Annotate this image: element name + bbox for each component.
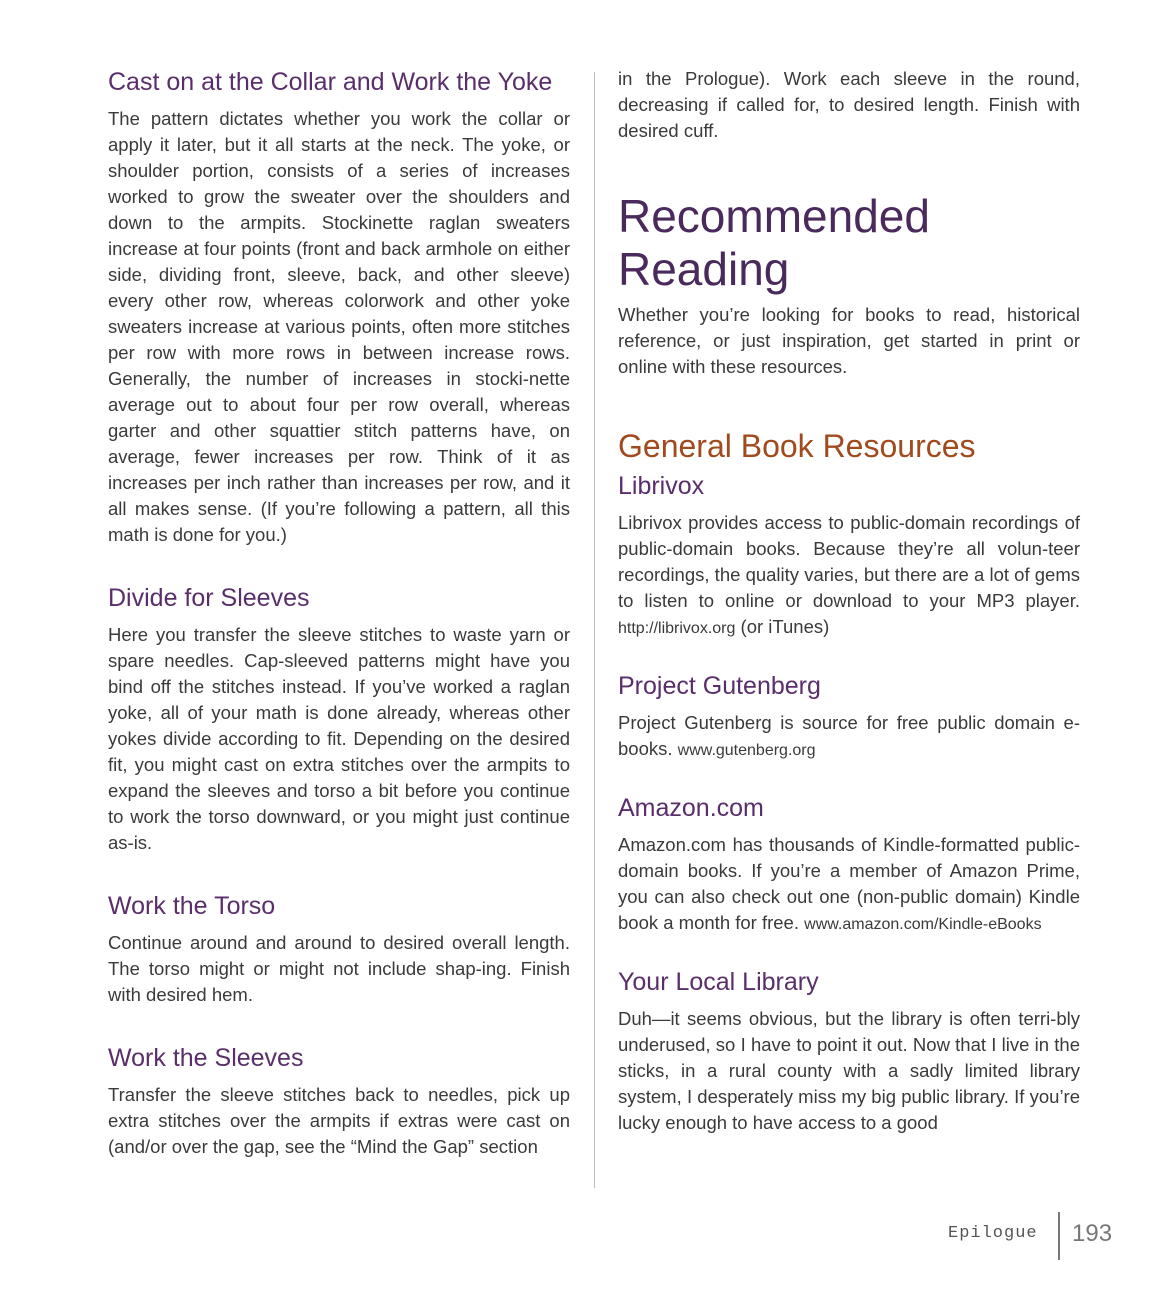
librivox-link[interactable]: http://librivox.org xyxy=(618,620,736,637)
footer-chapter-label: Epilogue xyxy=(948,1224,1038,1243)
section-title-cast-on: Cast on at the Collar and Work the Yoke xyxy=(108,68,553,96)
resource-body-local-library: Duh—it seems obvious, but the library is often terri-bly underused, so I have to point it out. Now that I live in the sticks, in a rural county with a sadly limited library system, I desperately miss my big public library. If you’re lucky enough to have access to a good xyxy=(618,1008,1080,1133)
section-body-divide-sleeves: Here you transfer the sleeve stitches to waste yarn or spare needles. Cap-sleeved patterns might have you bind off the stitches instead. If you’ve worked a raglan yoke, all of your math is done already, whereas other yokes divide according to fit. Depending on the desired fit, you might cast on extra stitches over the armpits to expand the sleeves and torso a bit before you continue to work the torso downward, or you might just continue as-is. xyxy=(108,624,570,853)
recommended-reading-intro: Whether you’re looking for books to read, historical reference, or just inspiration, get started in print or online with these resources. xyxy=(618,304,1080,377)
amazon-link[interactable]: www.amazon.com/Kindle-eBooks xyxy=(804,916,1042,933)
column-divider xyxy=(594,72,595,1188)
resource-title-librivox: Librivox xyxy=(618,472,705,500)
footer-divider xyxy=(1058,1212,1060,1260)
resource-body-librivox xyxy=(618,510,1080,642)
gutenberg-description: Project Gutenberg is source for free public domain e-books. xyxy=(618,712,1080,759)
right-column xyxy=(618,66,1080,1136)
continued-body: in the Prologue). Work each sleeve in the round, decreasing if called for, to desired length. Finish with desired cuff. xyxy=(618,68,1080,141)
gutenberg-link[interactable]: www.gutenberg.org xyxy=(677,742,816,759)
section-body-cast-on: The pattern dictates whether you work the collar or apply it later, but it all starts at the neck. The yoke, or shoulder portion, consists of a series of increases worked to grow the sweater over the shoulders and down to the armpits. Stockinette raglan sweaters increase at four points (front and back armhole on either side, dividing front, sleeve, back, and other sleeve) every other row, whereas colorwork and other yoke sweaters increase at various points, often more stitches per row with more rows in between increase rows. Generally, the number of increases in stocki-nette average out to about four per row overall, whereas garter and other squattier stitch patterns have, on average, fewer increases per row. Think of it as increases per inch rather than increases per row, and it all makes sense. (If you’re following a pattern, all this math is done for you.) xyxy=(108,108,570,545)
resource-body-amazon xyxy=(618,832,1080,938)
resource-title-local-library: Your Local Library xyxy=(618,968,819,996)
left-column xyxy=(108,66,570,1160)
resource-title-amazon: Amazon.com xyxy=(618,794,764,822)
section-title-divide-sleeves: Divide for Sleeves xyxy=(108,584,310,612)
resource-title-gutenberg: Project Gutenberg xyxy=(618,672,821,700)
chapter-title-recommended-reading: Recommended Reading xyxy=(618,190,930,295)
librivox-itunes-note: (or iTunes) xyxy=(740,616,830,637)
section-title-work-sleeves: Work the Sleeves xyxy=(108,1044,304,1072)
section-body-work-sleeves: Transfer the sleeve stitches back to needles, pick up extra stitches over the armpits if extras were cast on (and/or over the gap, see the “Mind the Gap” section xyxy=(108,1084,570,1157)
page-number: 193 xyxy=(1072,1220,1113,1247)
section-title-general-book-resources: General Book Resources xyxy=(618,428,976,464)
section-title-work-torso: Work the Torso xyxy=(108,892,276,920)
amazon-description: Amazon.com has thousands of Kindle-formatted public-domain books. If you’re a member of Amazon Prime, you can also check out one (non-public domain) Kindle book a month for free. xyxy=(618,834,1080,933)
section-body-work-torso: Continue around and around to desired overall length. The torso might or might not include shap-ing. Finish with desired hem. xyxy=(108,932,570,1005)
librivox-description: Librivox provides access to public-domain recordings of public-domain books. Because they’re all volun-teer recordings, the quality varies, but there are a lot of gems to listen to online or download to your MP3 player. xyxy=(618,512,1080,611)
resource-body-gutenberg xyxy=(618,710,1080,764)
